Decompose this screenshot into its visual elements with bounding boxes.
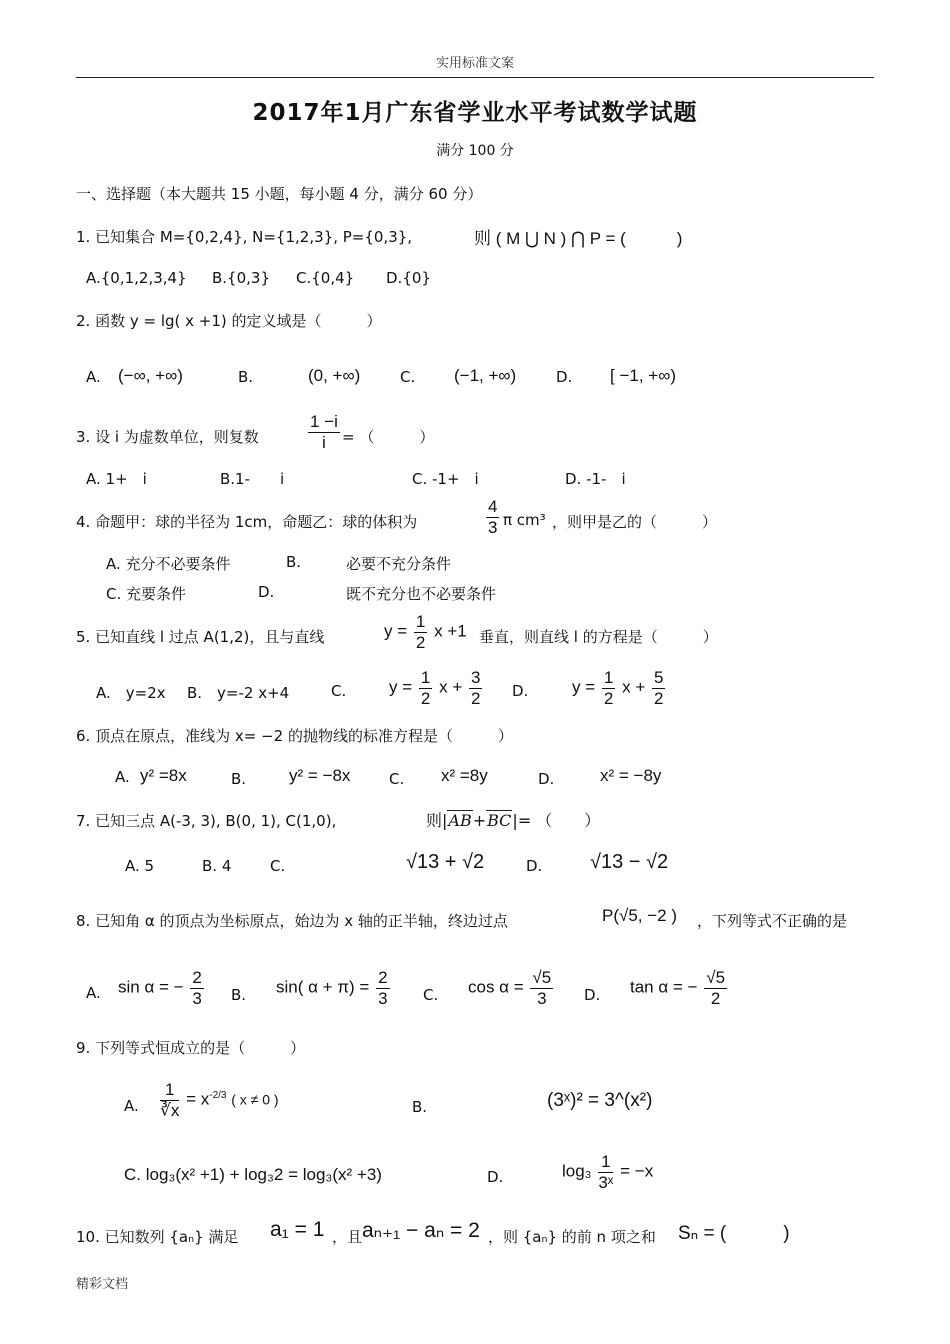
q2-option-a-label: A. (86, 368, 101, 386)
q5-c-d2: 2 (470, 688, 481, 708)
q8-option-c-label: C. (423, 986, 439, 1004)
q5-d-mid: x + (622, 677, 646, 697)
q5-option-c (389, 668, 484, 708)
q2-option-d: [ −1, +∞) (610, 366, 676, 385)
section-heading: 一、选择题（本大题共 15 小题，每小题 4 分，满分 60 分） (76, 185, 483, 203)
q7-expr-post: |= （ ） (512, 811, 601, 830)
q2-option-c: (−1, +∞) (454, 366, 517, 385)
q7-plus: + (472, 811, 487, 830)
q4-option-d-label: D. (258, 583, 275, 601)
q8-c-num: √5 (532, 968, 552, 987)
q5-c-d1: 2 (420, 688, 431, 708)
q4-tail: ，则甲是乙的（ ） (552, 513, 718, 531)
q8-option-b (276, 968, 392, 1008)
q9-option-d (562, 1152, 653, 1192)
page-title: 2017年1月广东省学业水平考试数学试题 (252, 100, 698, 126)
q6-option-c-label: C. (389, 770, 405, 788)
q8-d-pre: tan α = − (630, 977, 698, 997)
q6-option-a-label: A. (115, 768, 130, 786)
q5-line-equation (384, 612, 467, 652)
q4-denominator: 3 (488, 517, 498, 537)
q8-a-pre: sin α = − (118, 977, 184, 997)
q3-fraction (306, 412, 342, 452)
q4-option-d: 既不充分也不必要条件 (346, 585, 497, 603)
q9-a-exponent: -2/3 (209, 1089, 227, 1101)
q9-option-d-label: D. (487, 1168, 504, 1186)
q2-option-d-label: D. (556, 368, 573, 386)
q8-option-c (468, 968, 555, 1008)
q2-option-b: (0, +∞) (308, 366, 361, 385)
q9-a-num: 1 (160, 1080, 179, 1101)
q8-option-b-label: B. (231, 986, 247, 1004)
q10-stem: 10. 已知数列 {aₙ} 满足 (76, 1228, 239, 1246)
q4-option-a: A. 充分不必要条件 (106, 555, 231, 573)
q6-option-b: y² = −8x (289, 766, 351, 785)
q5-c-n2: 3 (470, 668, 481, 687)
q8-a-num: 2 (192, 968, 202, 987)
q9-option-a (158, 1080, 279, 1120)
q4-numerator: 4 (488, 497, 498, 516)
q9-stem: 9. 下列等式恒成立的是（ ） (76, 1039, 306, 1057)
q8-c-den: 3 (537, 988, 547, 1008)
q9-a-eq: = x (186, 1089, 210, 1109)
q5-stem: 5. 已知直线 l 过点 A(1,2)，且与直线 (76, 628, 325, 646)
q8-option-d-label: D. (584, 986, 601, 1004)
q3-option-d: D. -1- i (565, 470, 626, 488)
q10-first-term: a₁ = 1 (270, 1218, 325, 1241)
q4-option-b: 必要不充分条件 (346, 555, 452, 573)
q10-recurrence: aₙ₊₁ − aₙ = 2 (362, 1219, 480, 1242)
q5-eq-num: 1 (415, 612, 426, 631)
q5-option-d (572, 668, 667, 708)
score-note: 满分 100 分 (436, 143, 514, 159)
q8-b-pre: sin( α + π) = (276, 977, 370, 997)
q6-option-c: x² =8y (441, 766, 488, 785)
q7-option-c: √13 + √2 (406, 851, 485, 873)
q7-option-d-label: D. (526, 857, 543, 875)
q5-c-n1: 1 (420, 668, 431, 687)
q6-option-a: y² =8x (140, 766, 187, 785)
q1-option-c: C.{0,4} (296, 269, 355, 287)
q3-option-b: B.1- i (220, 470, 285, 488)
q8-stem: 8. 已知角 α 的顶点为坐标原点，始边为 x 轴的正半轴，终边过点 (76, 912, 508, 930)
q5-tail: 垂直，则直线 l 的方程是（ ） (479, 628, 718, 646)
q3-option-c: C. -1+ i (412, 470, 479, 488)
q8-b-num: 2 (378, 968, 388, 987)
q3-numerator: 1 −i (310, 412, 338, 431)
q9-d-num: 1 (598, 1152, 613, 1173)
q7-stem: 7. 已知三点 A(-3, 3), B(0, 1), C(1,0), (76, 812, 337, 830)
q4-stem: 4. 命题甲：球的半径为 1cm，命题乙：球的体积为 (76, 513, 418, 531)
q5-c-mid: x + (439, 677, 463, 697)
q6-option-d: x² = −8y (600, 766, 662, 785)
q5-d-d2: 2 (653, 688, 664, 708)
q5-option-c-label: C. (331, 682, 347, 700)
q5-d-d1: 2 (603, 688, 614, 708)
q6-option-b-label: B. (231, 770, 247, 788)
q8-a-den: 3 (192, 988, 202, 1008)
q9-option-c: C. log₃(x² +1) + log₃2 = log₃(x² +3) (124, 1165, 382, 1184)
q2-option-a: (−∞, +∞) (118, 366, 183, 385)
q6-option-d-label: D. (538, 770, 555, 788)
q7-option-b: B. 4 (202, 857, 232, 875)
q9-option-a-label: A. (124, 1097, 139, 1115)
q8-point: P(√5, −2 ) (602, 906, 677, 925)
q9-option-b-label: B. (412, 1098, 428, 1116)
q5-option-d-label: D. (512, 682, 529, 700)
q2-option-b-label: B. (238, 368, 254, 386)
q5-d-pre: y = (572, 677, 596, 697)
q8-d-num: √5 (706, 968, 726, 987)
q5-d-n1: 1 (603, 668, 614, 687)
q9-d-pre: log₃ (562, 1161, 592, 1181)
q5-eq-den: 2 (415, 632, 426, 652)
q4-volume-unit: π cm³ (503, 511, 546, 529)
q2-option-c-label: C. (400, 368, 416, 386)
q5-d-n2: 5 (653, 668, 664, 687)
q5-eq-pre: y = (384, 621, 408, 641)
q9-a-den: ∛x (160, 1100, 180, 1120)
q9-a-condition: ( x ≠ 0 ) (231, 1091, 279, 1108)
q4-fraction (484, 497, 501, 537)
q4-option-b-label: B. (286, 553, 302, 571)
q7-option-a: A. 5 (125, 857, 155, 875)
q3-denominator: i (322, 432, 326, 452)
q7-option-c-label: C. (270, 857, 286, 875)
q8-option-a (118, 968, 206, 1008)
vector-bc: BC (487, 811, 512, 830)
header-rule (76, 77, 874, 78)
q1-option-b: B.{0,3} (212, 269, 271, 287)
q10-mid: ，且 (332, 1228, 363, 1246)
q7-expr-pre: 则| (426, 811, 448, 830)
q8-c-pre: cos α = (468, 977, 524, 997)
q3-stem: 3. 设 i 为虚数单位，则复数 (76, 428, 259, 446)
q5-eq-post: x +1 (434, 621, 467, 641)
q9-d-post: = −x (620, 1161, 654, 1181)
q8-option-d (630, 968, 729, 1008)
q1-stem: 1. 已知集合 M={0,2,4}, N={1,2,3}, P={0,3}, (76, 228, 413, 246)
q9-d-den: 3ˣ (598, 1172, 614, 1192)
q1-option-d: D.{0} (386, 269, 431, 287)
q7-option-d: √13 − √2 (590, 851, 669, 873)
q3-option-a: A. 1+ i (86, 470, 147, 488)
q2-stem: 2. 函数 y = lg( x +1) 的定义域是（ ） (76, 312, 382, 330)
q8-option-a-label: A. (86, 984, 101, 1002)
q9-option-b: (3ˣ)² = 3^(x²) (547, 1090, 653, 1111)
q7-vector-expression (426, 808, 600, 831)
q1-option-a: A.{0,1,2,3,4} (86, 269, 187, 287)
q3-tail: = （ ） (342, 428, 435, 446)
q10-sum: Sₙ = ( ) (678, 1223, 790, 1244)
q10-tail: ，则 {aₙ} 的前 n 项之和 (488, 1228, 656, 1246)
q5-c-pre: y = (389, 677, 413, 697)
q8-tail: ，下列等式不正确的是 (697, 912, 848, 930)
vector-ab: AB (448, 811, 472, 830)
q5-option-b: B. y=-2 x+4 (187, 684, 290, 702)
page-footer: 精彩文档 (76, 1277, 129, 1292)
page-header: 实用标准文案 (435, 56, 514, 71)
q5-option-a: A. y=2x (96, 684, 166, 702)
q1-expression: 则 ( M ⋃ N ) ⋂ P = ( ) (474, 229, 683, 248)
q6-stem: 6. 顶点在原点，准线为 x= −2 的抛物线的标准方程是（ ） (76, 727, 513, 745)
q8-d-den: 2 (710, 988, 721, 1008)
q8-b-den: 3 (378, 988, 388, 1008)
q4-option-c: C. 充要条件 (106, 585, 187, 603)
